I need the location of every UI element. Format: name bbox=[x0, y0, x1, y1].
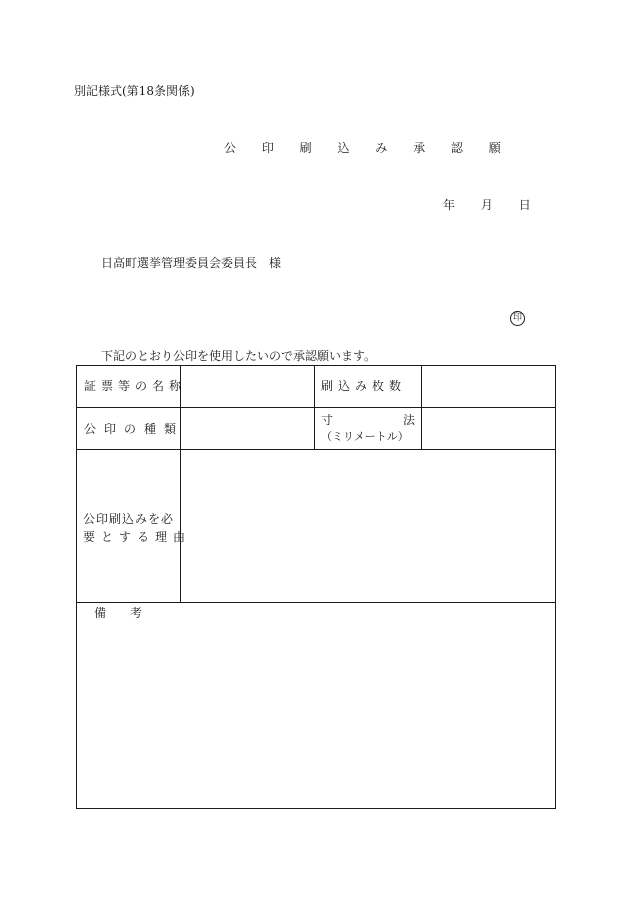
date-month-label: 月 bbox=[480, 198, 493, 212]
dimension-label-suffix: 法 bbox=[403, 413, 416, 427]
row-divider-2 bbox=[77, 449, 555, 450]
reason-field[interactable] bbox=[185, 456, 550, 596]
right-label-divider-left bbox=[314, 366, 315, 449]
row-divider-3 bbox=[77, 602, 555, 603]
form-reference: 別記様式(第18条関係) bbox=[74, 84, 195, 98]
seal-mark: 印 bbox=[510, 311, 525, 326]
reason-label-line-1: 公印刷込みを必 bbox=[83, 512, 175, 526]
reason-label-line-2: 要とする理由 bbox=[83, 530, 192, 544]
certificate-name-label: 証票等の名称 bbox=[84, 379, 187, 393]
date-day-label: 日 bbox=[518, 198, 531, 212]
label-column-divider bbox=[180, 366, 181, 602]
seal-type-label: 公印の種類 bbox=[84, 422, 185, 436]
intro-text: 下記のとおり公印を使用したいので承認願います。 bbox=[101, 349, 377, 363]
addressee: 日高町選挙管理委員会委員長 様 bbox=[101, 256, 282, 270]
right-label-divider-right bbox=[421, 366, 422, 449]
application-form-table bbox=[76, 365, 556, 809]
remarks-label: 備 考 bbox=[94, 606, 143, 620]
document-title: 公 印 刷 込 み 承 認 願 bbox=[224, 141, 512, 155]
reason-label bbox=[83, 513, 191, 543]
date-line bbox=[443, 199, 531, 211]
row-divider-1 bbox=[77, 407, 555, 408]
remarks-field[interactable] bbox=[85, 626, 547, 801]
dimension-label: 寸 bbox=[321, 413, 334, 427]
date-year-label: 年 bbox=[443, 198, 456, 212]
millimeter-unit-label: （ミリメートル） bbox=[321, 430, 409, 443]
print-count-label: 刷込み枚数 bbox=[321, 379, 407, 393]
